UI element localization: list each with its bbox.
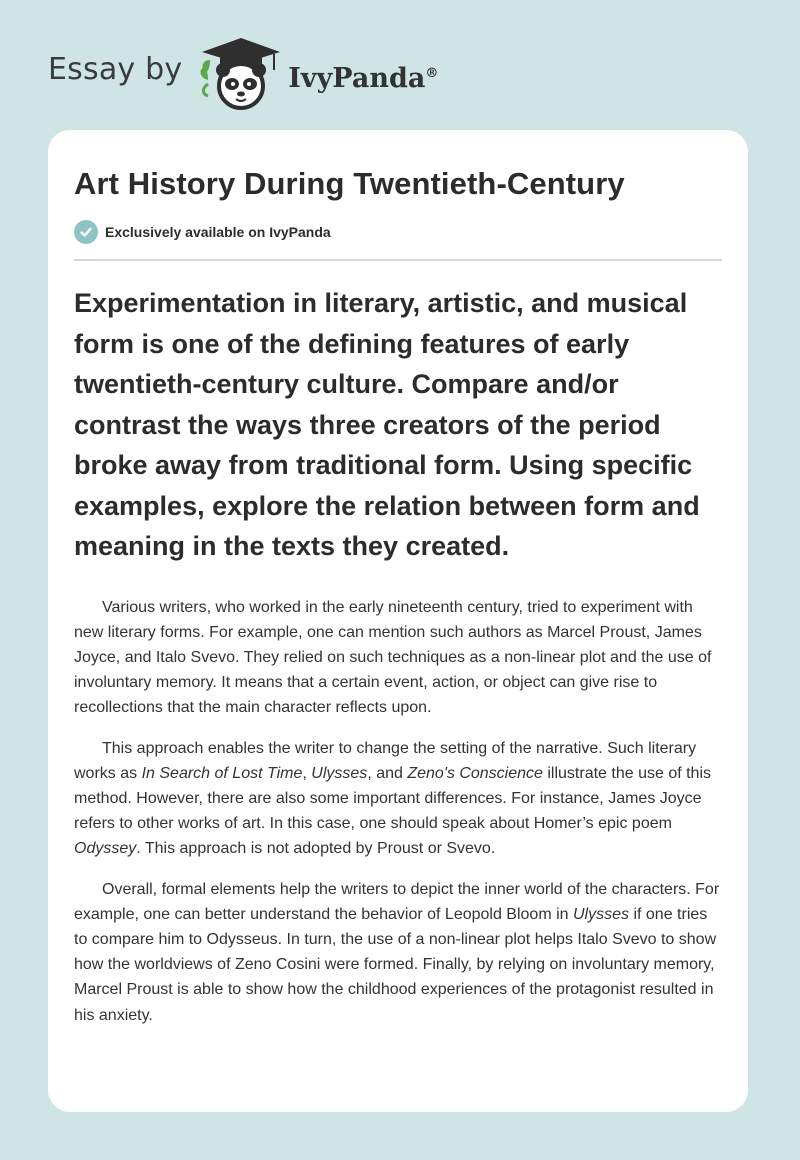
work-title-in-search-of-lost-time: In Search of Lost Time bbox=[141, 764, 303, 782]
text-span: , and bbox=[367, 764, 408, 782]
registered-mark: ® bbox=[425, 65, 439, 81]
text-span: Overall, formal elements help the writers to depict the inner world of the characters. For example, one can better understand the behavior of Leopold Bloom in bbox=[74, 880, 720, 923]
work-title-zenos-conscience: Zeno's Conscience bbox=[407, 764, 543, 782]
check-circle-icon bbox=[74, 220, 98, 244]
text-span: , bbox=[302, 764, 312, 782]
site-header bbox=[48, 34, 438, 114]
text-span: . This approach is not adopted by Proust or Svevo. bbox=[136, 840, 496, 858]
paragraph-2 bbox=[74, 736, 722, 862]
essay-card bbox=[48, 130, 748, 1112]
work-title-ulysses: Ulysses bbox=[573, 905, 630, 923]
panda-graduate-logo-icon[interactable] bbox=[196, 34, 286, 114]
paragraph-1: Various writers, who worked in the early nineteenth century, tried to experiment with new literary forms. For example, one can mention such authors as Marcel Proust, James Joyce, and Italo Svevo. They relied on such techniques as a non-linear plot and the use of involuntary memory. It means that a certain event, action, or object can give rise to recollections that the main character reflects upon. bbox=[74, 598, 712, 717]
availability-badge bbox=[74, 220, 722, 244]
essay-question: Experimentation in literary, artistic, and musical form is one of the defining features of early twentieth-century culture. Compare and/or contrast the ways three creators of the period broke away from traditional form. Using specific examples, explore the relation between form and meaning in the texts they created. bbox=[74, 288, 700, 561]
text-span: if one tries to compare him to Odysseus. In turn, the use of a non-linear plot helps Italo Svevo to show how the worldviews of Zeno Cosini were formed. Finally, by relying on involuntary memory, Marcel Proust is able to show how the childhood experiences of the protagonist resulted in his anxiety. bbox=[74, 905, 717, 1024]
paragraph-3 bbox=[74, 877, 722, 1028]
essay-by-label: Essay by bbox=[48, 51, 183, 87]
brand-text: IvyPanda bbox=[288, 62, 426, 94]
work-title-odyssey: Odyssey bbox=[74, 840, 137, 858]
text-span: illustrate the use of this method. However, there are also some important differences. For instance, James Joyce refers to other works of art. In this case, one should speak about Homer’s epic poem bbox=[74, 764, 712, 833]
brand-name[interactable] bbox=[288, 63, 438, 94]
text-span: This approach enables the writer to change the setting of the narrative. Such literary works as bbox=[74, 739, 697, 782]
divider bbox=[74, 259, 722, 261]
page-title: Art History During Twentieth-Century bbox=[74, 166, 625, 201]
availability-text: Exclusively available on IvyPanda bbox=[105, 224, 331, 240]
work-title-ulysses: Ulysses bbox=[311, 764, 368, 782]
